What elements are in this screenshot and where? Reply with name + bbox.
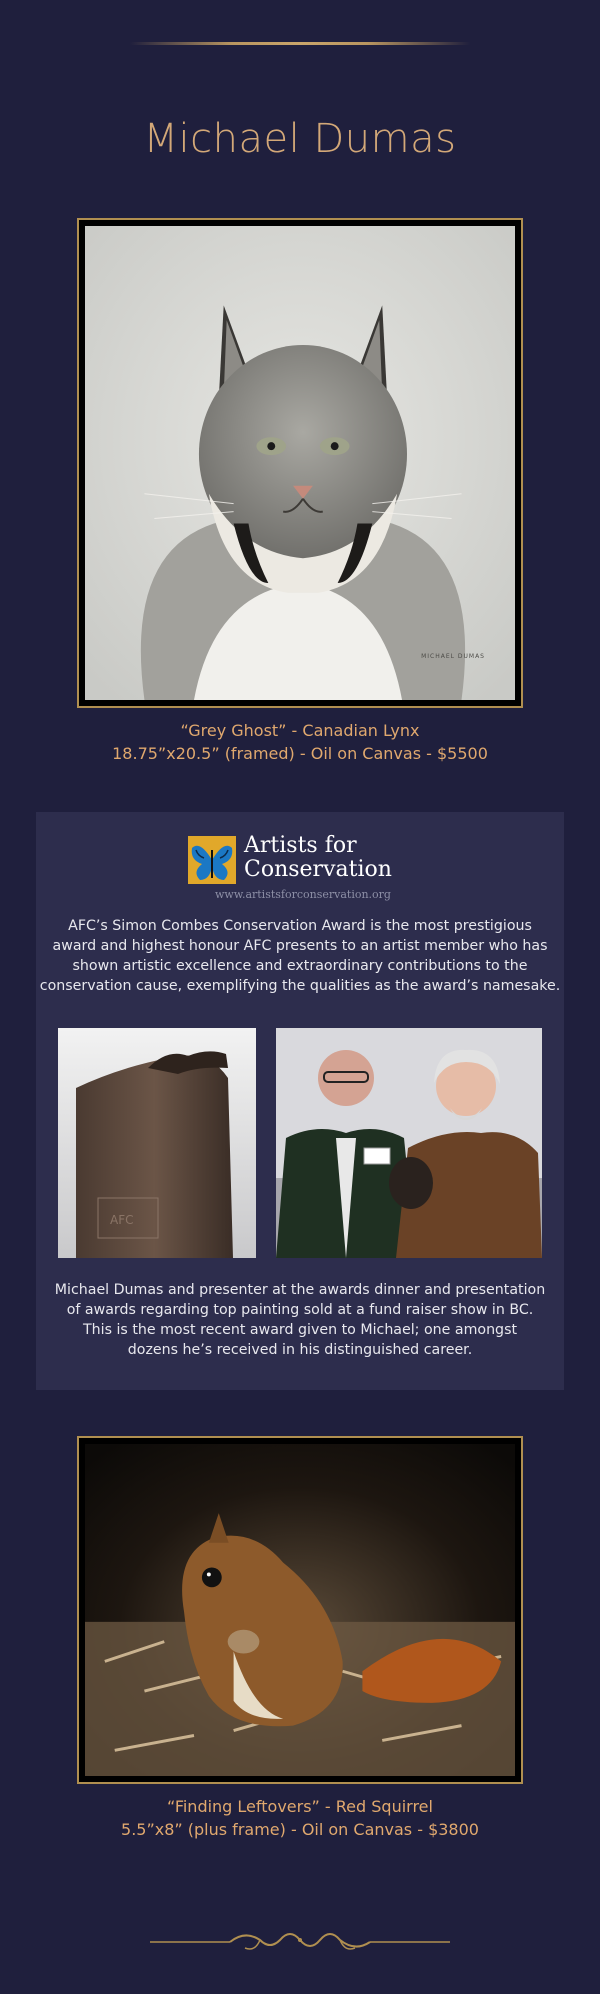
afc-url[interactable]: www.artistsforconservation.org [215,888,391,901]
artwork-frame-lynx[interactable] [77,218,523,708]
artwork-frame-squirrel[interactable] [77,1436,523,1784]
award-text-line: award and highest honour AFC presents to an artist member who has [52,938,548,954]
award-text-line: conservation cause, exemplifying the qualities as the award’s namesake. [39,978,561,994]
afc-logo-title [244,834,392,882]
squirrel-painting [85,1444,515,1776]
award-photo-caption [36,1280,564,1360]
butterfly-icon [188,836,236,884]
afc-logo-line2: Conservation [244,857,392,882]
painting-signature: MICHAEL DUMAS [421,653,485,660]
artwork2-title: “Finding Leftovers” - Red Squirrel [167,1797,433,1816]
caption-line: Michael Dumas and presenter at the awards dinner and presentation [54,1282,546,1298]
award-description [36,916,564,996]
award-text-line: AFC’s Simon Combes Conservation Award is the most prestigious [68,918,532,934]
artwork1-details: 18.75”x20.5” (framed) - Oil on Canvas - $5500 [112,744,488,763]
award-presentation-photo[interactable] [276,1028,542,1258]
artwork2-details: 5.5”x8” (plus frame) - Oil on Canvas - $3800 [121,1820,479,1839]
flourish-ornament-icon [150,1922,450,1962]
afc-logo-line1: Artists for [244,833,357,858]
lynx-painting [85,226,515,700]
artist-name-heading: Michael Dumas [143,116,457,162]
caption-line: This is the most recent award given to Michael; one amongst [82,1322,518,1338]
caption-line: dozens he’s received in his distinguished career. [127,1342,473,1358]
artwork1-title: “Grey Ghost” - Canadian Lynx [180,721,420,740]
afc-logo[interactable] [188,833,418,901]
trophy-photo[interactable] [58,1028,256,1258]
award-text-line: shown artistic excellence and extraordinary contributions to the [72,958,528,974]
trophy-plaque-text: AFC [110,1213,134,1227]
afc-award-panel [36,812,564,1390]
top-divider [130,42,470,45]
caption-line: of awards regarding top painting sold at a fund raiser show in BC. [66,1302,534,1318]
